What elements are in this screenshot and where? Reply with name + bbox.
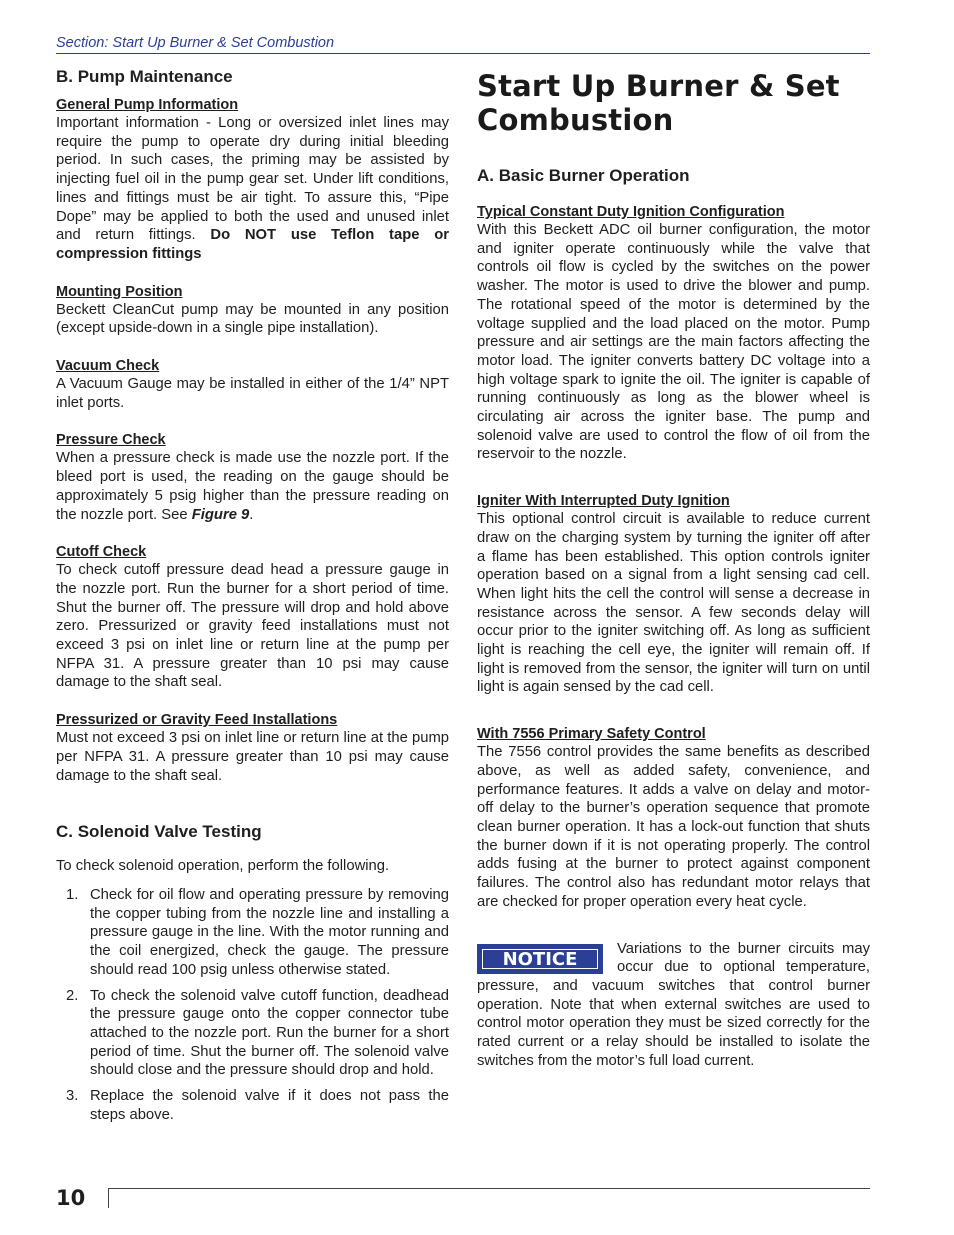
section-header: Section: Start Up Burner & Set Combustion — [56, 35, 335, 51]
list-item: 2. To check the solenoid valve cutoff function, deadhead the pressure gauge onto the copper connector tube attached to the nozzle port. Run the burner for a short period of time. Shut the burner off. The solenoid valve should close and the pressure should drop and hold. — [66, 987, 449, 1079]
page-number: 10 — [56, 1186, 86, 1210]
left-column — [56, 66, 449, 1124]
notice-badge: NOTICE — [477, 944, 603, 974]
gravity-feed-title: Pressurized or Gravity Feed Installations — [56, 712, 338, 729]
right-column — [477, 66, 870, 1070]
pressure-check-title: Pressure Check — [56, 432, 166, 449]
header-rule — [56, 53, 870, 54]
vacuum-check-text: A Vacuum Gauge may be installed in either of the 1/4” NPT inlet ports. — [56, 376, 449, 411]
primary-safety-title: With 7556 Primary Safety Control — [477, 726, 706, 743]
interrupted-duty-title: Igniter With Interrupted Duty Ignition — [477, 493, 730, 510]
constant-duty-text: With this Beckett ADC oil burner configuration, the motor and igniter operate continuously while the valve that controls oil flow is cycled by the switches on the power washer. The motor is used to drive the blower and pump. The rotational speed of the motor is determined by the voltage supplied and the load placed on the motor. Pump pressure and air settings are the main factors affecting the motor load. The igniter converts battery DC voltage into a high voltage spark to ignite the oil. The igniter is capable of running continuously as long as the blower wheel is circulating air across the igniter base. The pump and solenoid valve are used to control the flow of oil from the reservoir to the nozzle. — [477, 222, 870, 463]
vacuum-check-title: Vacuum Check — [56, 358, 160, 375]
mounting-position-text: Beckett CleanCut pump may be mounted in any position (except upside-down in a single pipe installation). — [56, 301, 449, 337]
interrupted-duty-text: This optional control circuit is available to reduce current draw on the charging system by turning the igniter off after a flame has been established. This option controls igniter operation based on a signal from a light sensing cad cell. When light hits the cell the control will sense a decrease in resistance across the sensor. A few seconds delay will occur prior to the igniter switching off. As long as sufficient light is reaching the cell eye, the igniter will remain off. If light is removed from the sensor, the igniter will turn on until light is again sensed by the cad cell. — [477, 511, 870, 696]
figure-reference: Figure 9 — [191, 506, 250, 523]
solenoid-steps-list — [56, 886, 449, 1124]
cutoff-check-title: Cutoff Check — [56, 544, 147, 561]
solenoid-intro: To check solenoid operation, perform the following. — [56, 858, 390, 875]
footer-divider — [108, 1188, 109, 1208]
footer-rule — [108, 1188, 870, 1189]
primary-safety-text: The 7556 control provides the same benefits as described above, as well as added safety, convenience, and performance features. It adds a valve on delay and motor-off delay to the burner’s operation sequence that promote clean burner operation. It has a lock-out function that shuts the burner down if it is not operating properly. The control adds fusing at the burner to protect against component failures. The control also has redundant motor relays that are checked for proper operation every heat cycle. — [477, 744, 870, 910]
pump-maintenance-heading: B. Pump Maintenance — [56, 67, 233, 86]
general-pump-info-title: General Pump Information — [56, 97, 239, 113]
cutoff-check-text: To check cutoff pressure dead head a pressure gauge in the nozzle port. Run the burner for a short period of time. Shut the burner off. The pressure will drop and hold above zero. Pressurized or gravity feed installations must not exceed 3 psi on inlet line or return line at the pump per NFPA 31. A pressure greater than 10 psi may cause damage to the shaft seal. — [56, 562, 449, 691]
list-item: 3. Replace the solenoid valve if it does not pass the steps above. — [66, 1088, 449, 1123]
basic-burner-heading: A. Basic Burner Operation — [477, 166, 690, 185]
gravity-feed-text: Must not exceed 3 psi on inlet line or return line at the pump per NFPA 31. A pressure greater than 10 psi may cause damage to the shaft seal. — [56, 730, 449, 784]
mounting-position-title: Mounting Position — [56, 283, 183, 300]
list-item: 1. Check for oil flow and operating pressure by removing the copper tubing from the nozzle line and installing a pressure gauge in the line. With the motor running and the coil energized, check the gauge. The pressure should read 100 psig unless otherwise stated. — [66, 886, 449, 978]
constant-duty-title: Typical Constant Duty Ignition Configuration — [477, 204, 785, 220]
pressure-check-text: When a pressure check is made use the nozzle port. If the bleed port is used, the reading on the gauge should be approximately 5 psig higher than the pressure reading on the nozzle port. See Figure 9. — [56, 450, 449, 523]
page-title: Start Up Burner & Set Combustion — [477, 69, 840, 137]
solenoid-valve-heading: C. Solenoid Valve Testing — [56, 822, 262, 842]
notice-block — [477, 940, 870, 1071]
general-pump-info-text: Important information - Long or oversized inlet lines may require the pump to operate dry during initial bleeding period. In such cases, the priming may be assisted by injecting fuel oil in the pump gear set. Under lift conditions, lines and fittings must be air tight. To assure this, “Pipe Dope” may be applied to both the used and unused inlet and return fittings. Do NOT use Teflon tape or compression fittings — [56, 115, 449, 262]
notice-text: Variations to the burner circuits may occur due to optional temperature, pressure, and vacuum switches that control burner operation. Note that when external switches are used to control motor operation they must be sized correctly for the rated current or a relay should be installed to isolate the switches from the motor’s full load current. — [477, 940, 870, 1069]
